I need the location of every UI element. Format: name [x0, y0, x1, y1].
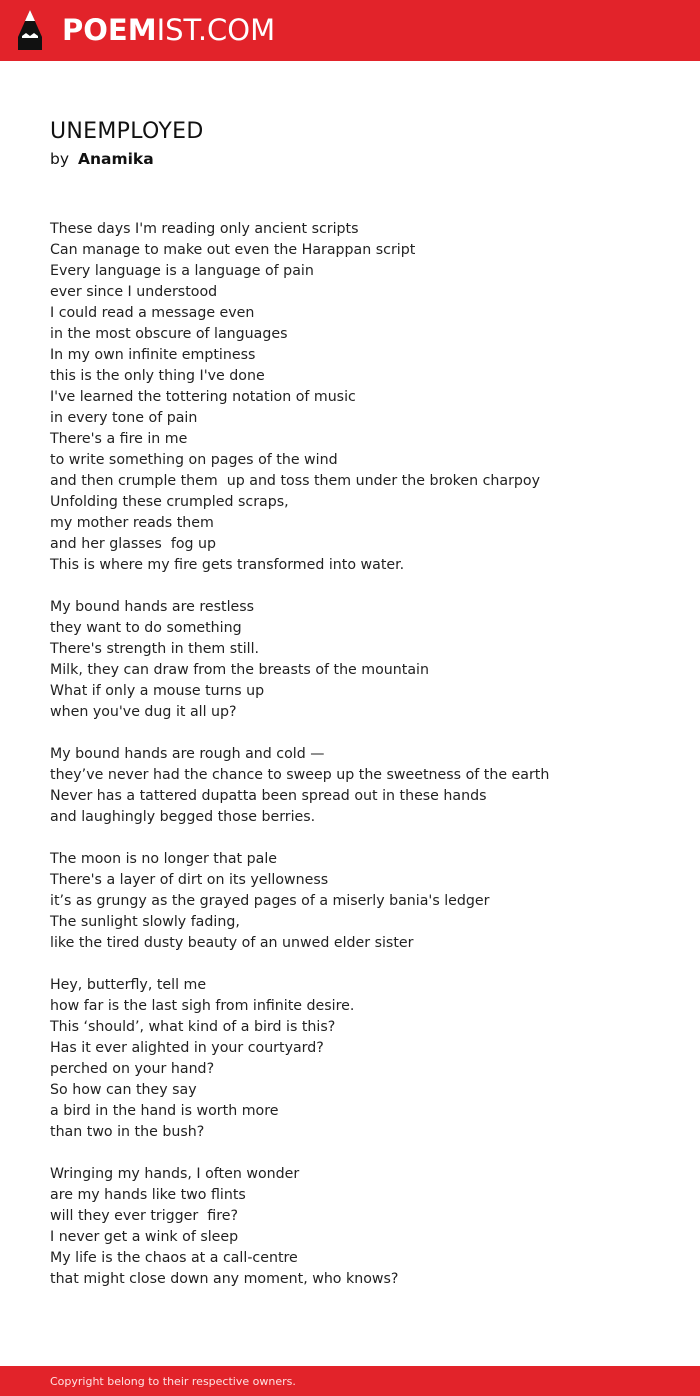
- pencil-logo-icon[interactable]: [17, 9, 43, 51]
- site-header: [0, 0, 700, 61]
- poem-line: My bound hands are rough and cold —: [50, 746, 325, 762]
- poem-line: they want to do something: [50, 620, 242, 636]
- poem-line: ever since I understood: [50, 284, 218, 300]
- poem-line: Every language is a language of pain: [50, 263, 314, 279]
- poem-body: [50, 219, 670, 1311]
- poem-title: UNEMPLOYED: [50, 119, 204, 144]
- poem-line: My life is the chaos at a call-centre: [50, 1250, 298, 1266]
- poem-line: There's a layer of dirt on its yellowness: [50, 872, 329, 888]
- poem-stanza: [50, 744, 670, 828]
- poem-line: and laughingly begged those berries.: [50, 809, 316, 825]
- poem-stanza: [50, 849, 670, 954]
- poem-line: that might close down any moment, who knows?: [50, 1271, 399, 1287]
- poem-line: The moon is no longer that pale: [50, 851, 277, 867]
- poem-line: my mother reads them: [50, 515, 214, 531]
- poem-stanza: [50, 1164, 670, 1290]
- poem-line: In my own infinite emptiness: [50, 347, 256, 363]
- poem-line: I've learned the tottering notation of music: [50, 389, 356, 405]
- poem-line: Hey, butterfly, tell me: [50, 977, 207, 993]
- poem-line: I could read a message even: [50, 305, 255, 321]
- poem-line: What if only a mouse turns up: [50, 683, 265, 699]
- poem-stanza: [50, 597, 670, 723]
- site-footer: [0, 1366, 700, 1396]
- copyright-text: Copyright belong to their respective owners.: [50, 1375, 296, 1388]
- poem-line: Unfolding these crumpled scraps,: [50, 494, 289, 510]
- poem-line: These days I'm reading only ancient scripts: [50, 221, 359, 237]
- poem-stanza: [50, 975, 670, 1143]
- poem-line: like the tired dusty beauty of an unwed elder sister: [50, 935, 414, 951]
- poem-line: and then crumple them up and toss them under the broken charpoy: [50, 473, 541, 489]
- byline: [50, 147, 154, 171]
- poem-line: This ‘should’, what kind of a bird is this?: [50, 1019, 336, 1035]
- poem-line: a bird in the hand is worth more: [50, 1103, 279, 1119]
- poem-line: There's strength in them still.: [50, 641, 260, 657]
- poem-stanza: [50, 219, 670, 576]
- poem-line: My bound hands are restless: [50, 599, 255, 615]
- poem-line: they’ve never had the chance to sweep up the sweetness of the earth: [50, 767, 550, 783]
- poem-line: Has it ever alighted in your courtyard?: [50, 1040, 324, 1056]
- poem-line: and her glasses fog up: [50, 536, 217, 552]
- poem-line: will they ever trigger fire?: [50, 1208, 238, 1224]
- poem-line: There's a fire in me: [50, 431, 188, 447]
- poem-line: to write something on pages of the wind: [50, 452, 338, 468]
- poem-line: how far is the last sigh from infinite desire.: [50, 998, 355, 1014]
- poem-line: The sunlight slowly fading,: [50, 914, 240, 930]
- poem-line: it’s as grungy as the grayed pages of a miserly bania's ledger: [50, 893, 490, 909]
- poem-line: Never has a tattered dupatta been spread out in these hands: [50, 788, 487, 804]
- poem-line: Milk, they can draw from the breasts of the mountain: [50, 662, 429, 678]
- poem-line: perched on your hand?: [50, 1061, 215, 1077]
- by-label: by: [50, 150, 70, 168]
- poem-line: in the most obscure of languages: [50, 326, 288, 342]
- poem-line: than two in the bush?: [50, 1124, 205, 1140]
- poem-line: This is where my fire gets transformed into water.: [50, 557, 405, 573]
- poem-line: Can manage to make out even the Harappan script: [50, 242, 416, 258]
- site-logo[interactable]: [62, 11, 275, 49]
- author-name: Anamika: [77, 150, 154, 168]
- poem-line: So how can they say: [50, 1082, 197, 1098]
- logo-light-text: IST.COM: [156, 13, 276, 47]
- poem-line: when you've dug it all up?: [50, 704, 237, 720]
- poem-line: in every tone of pain: [50, 410, 198, 426]
- poem-line: I never get a wink of sleep: [50, 1229, 239, 1245]
- logo-bold-text: POEM: [62, 13, 157, 47]
- poem-line: this is the only thing I've done: [50, 368, 265, 384]
- poem-line: Wringing my hands, I often wonder: [50, 1166, 300, 1182]
- poem-line: are my hands like two flints: [50, 1187, 246, 1203]
